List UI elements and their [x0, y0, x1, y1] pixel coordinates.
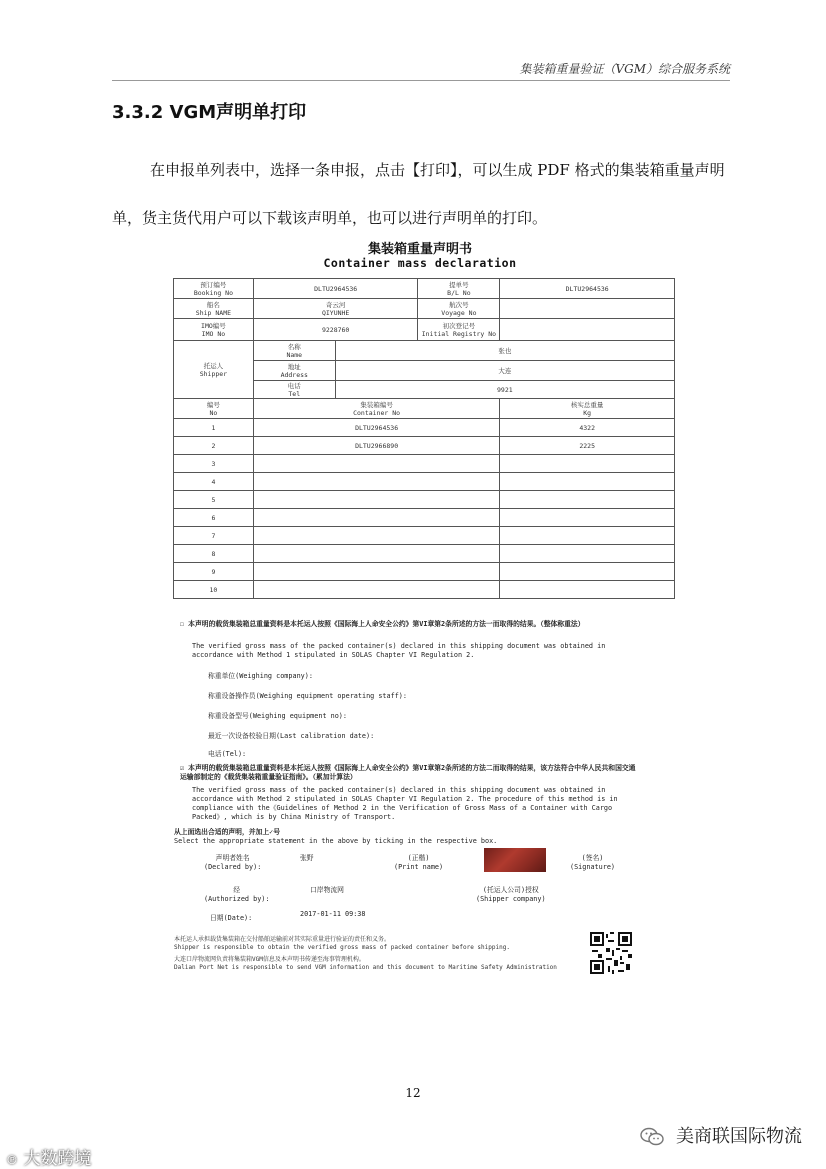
date-label: 日期(Date): — [210, 914, 253, 922]
registry-value — [500, 319, 675, 341]
imo-label: IMO编号 IMO No — [174, 319, 254, 341]
table-row — [174, 299, 675, 319]
declarant-label: 声明者姓名 (Declared by): — [204, 854, 262, 871]
footnote-2: 大连口岸物流网负责将集装箱VGM信息及本声明书传递至海事管理机构。 Dalian Port Net is responsible to send VGM information and this document to Maritime Safety Administration — [174, 956, 557, 971]
declaration-table — [173, 278, 675, 599]
shipper-label: 托运人 Shipper — [174, 341, 254, 399]
signature-label: (签名) (Signature) — [570, 854, 616, 871]
table-row: 8 — [174, 545, 675, 563]
signature-image — [484, 848, 546, 872]
name-value: 张也 — [335, 341, 674, 361]
table-row: 6 — [174, 509, 675, 527]
address-value: 大连 — [335, 361, 674, 381]
method1-statement-en: The verified gross mass of the packed container(s) declared in this shipping document was obtained in accordance with Method 1 stipulated in SOLAS Chapter VI Regulation 2. — [192, 642, 606, 659]
section-title: 3.3.2 VGM声明单打印 — [112, 102, 307, 123]
table-row: 4 — [174, 473, 675, 491]
col-container-header: 集装箱编号 Container No — [253, 399, 499, 419]
col-weight-header: 核实总重量 Kg — [500, 399, 675, 419]
voyage-label: 航次号 Voyage No — [418, 299, 500, 319]
header-rule — [112, 80, 730, 81]
imo-value: 9228760 — [253, 319, 418, 341]
document-title-cn: 集装箱重量声明书 — [367, 242, 472, 257]
table-row: 3 — [174, 455, 675, 473]
authorized-value: 口岸物流网 — [310, 886, 344, 894]
watermark-left — [6, 1144, 91, 1169]
footnote-1: 本托运人承担载货集装箱在交付船舶运输前对其实际重量进行验证的责任和义务。 Shipper is responsible to obtain the verified gross mass of packed container before shipping. — [174, 936, 510, 951]
table-row: 5 — [174, 491, 675, 509]
table-row — [174, 341, 675, 361]
wechat-icon — [640, 1127, 664, 1147]
table-row: 2 DLTU2966890 2225 — [174, 437, 675, 455]
name-label: 名称 Name — [253, 341, 335, 361]
ship-value: 奇云河 QIYUNHE — [253, 299, 418, 319]
document-title-en: Container mass declaration — [323, 256, 517, 270]
bl-value: DLTU2964536 — [500, 279, 675, 299]
method2-statement-en: The verified gross mass of the packed container(s) declared in this shipping document was obtained in accordance with Method 2 stipulated in SOLAS Chapter VI Regulation 2. The procedure of this method is in compliance with the《Guidelines of Method 2 in the Verification of Gross Mass of a Container with Cargo Packed》, which is by China Ministry of Transport. — [192, 786, 618, 821]
method2-statement-cn: ☑ 本声明的载货集装箱总重量资料是本托运人按照《国际海上人命安全公约》第VI章第2条所述的方法二而取得的结果，该方法符合中华人民共和国交通运输部制定的《载货集装箱重量验证指南》。（累加计算法） — [180, 764, 636, 781]
address-label: 地址 Address — [253, 361, 335, 381]
watermark-left-text: 大数跨境 — [23, 1149, 92, 1169]
table-row: 9 — [174, 563, 675, 581]
weighing-company: 称重单位(Weighing company): — [208, 672, 313, 680]
table-row: 7 — [174, 527, 675, 545]
bigdata-logo-icon: ℗ — [6, 1153, 18, 1167]
page-header: 集装箱重量验证（VGM）综合服务系统 — [519, 62, 730, 76]
declarant-value: 张野 — [300, 854, 314, 862]
registry-label: 初次登记号 Initial Registry No — [418, 319, 500, 341]
print-name-label: (正楷) (Print name) — [394, 854, 444, 871]
page-number: 12 — [405, 1086, 421, 1100]
select-instruction-cn: 从上面选出合适的声明，并加上✓号 — [174, 828, 281, 836]
method1-statement-cn: ☐ 本声明的载货集装箱总重量资料是本托运人按照《国际海上人命安全公约》第VI章第2条所述的方法一而取得的结果。（整体称重法） — [180, 620, 585, 628]
declaration-document — [160, 238, 680, 988]
booking-label: 预订编号 Booking No — [174, 279, 254, 299]
shipper-company-label: (托运人公司)授权 (Shipper company) — [476, 886, 546, 903]
watermark-right-text: 美商联国际物流 — [676, 1126, 802, 1147]
booking-value: DLTU2964536 — [253, 279, 418, 299]
table-row — [174, 279, 675, 299]
table-row: 1 DLTU2964536 4322 — [174, 419, 675, 437]
table-row: 10 — [174, 581, 675, 599]
authorized-label: 经 (Authorized by): — [204, 886, 270, 903]
body-paragraph: 在申报单列表中，选择一条申报，点击【打印】，可以生成 PDF 格式的集装箱重量声明单，货主货代用户可以下载该声明单，也可以进行声明单的打印。 — [112, 161, 725, 227]
col-no-header: 编号 No — [174, 399, 254, 419]
tel-line: 电话(Tel): — [208, 750, 247, 758]
table-row — [174, 399, 675, 419]
watermark-right — [640, 1122, 802, 1148]
date-value: 2017-01-11 09:38 — [300, 910, 366, 918]
voyage-value — [500, 299, 675, 319]
qr-code-icon — [590, 932, 632, 974]
last-calibration-date: 最近一次设备校验日期(Last calibration date): — [208, 732, 375, 740]
table-row — [174, 319, 675, 341]
select-instruction-en: Select the appropriate statement in the above by ticking in the respective box. — [174, 837, 498, 845]
bl-label: 提单号 B/L No — [418, 279, 500, 299]
ship-label: 船名 Ship NAME — [174, 299, 254, 319]
tel-value: 9921 — [335, 381, 674, 399]
weighing-equipment-no: 称重设备型号(Weighing equipment no): — [208, 712, 347, 720]
tel-label: 电话 Tel — [253, 381, 335, 399]
weighing-staff: 称重设备操作员(Weighing equipment operating staff): — [208, 692, 407, 700]
